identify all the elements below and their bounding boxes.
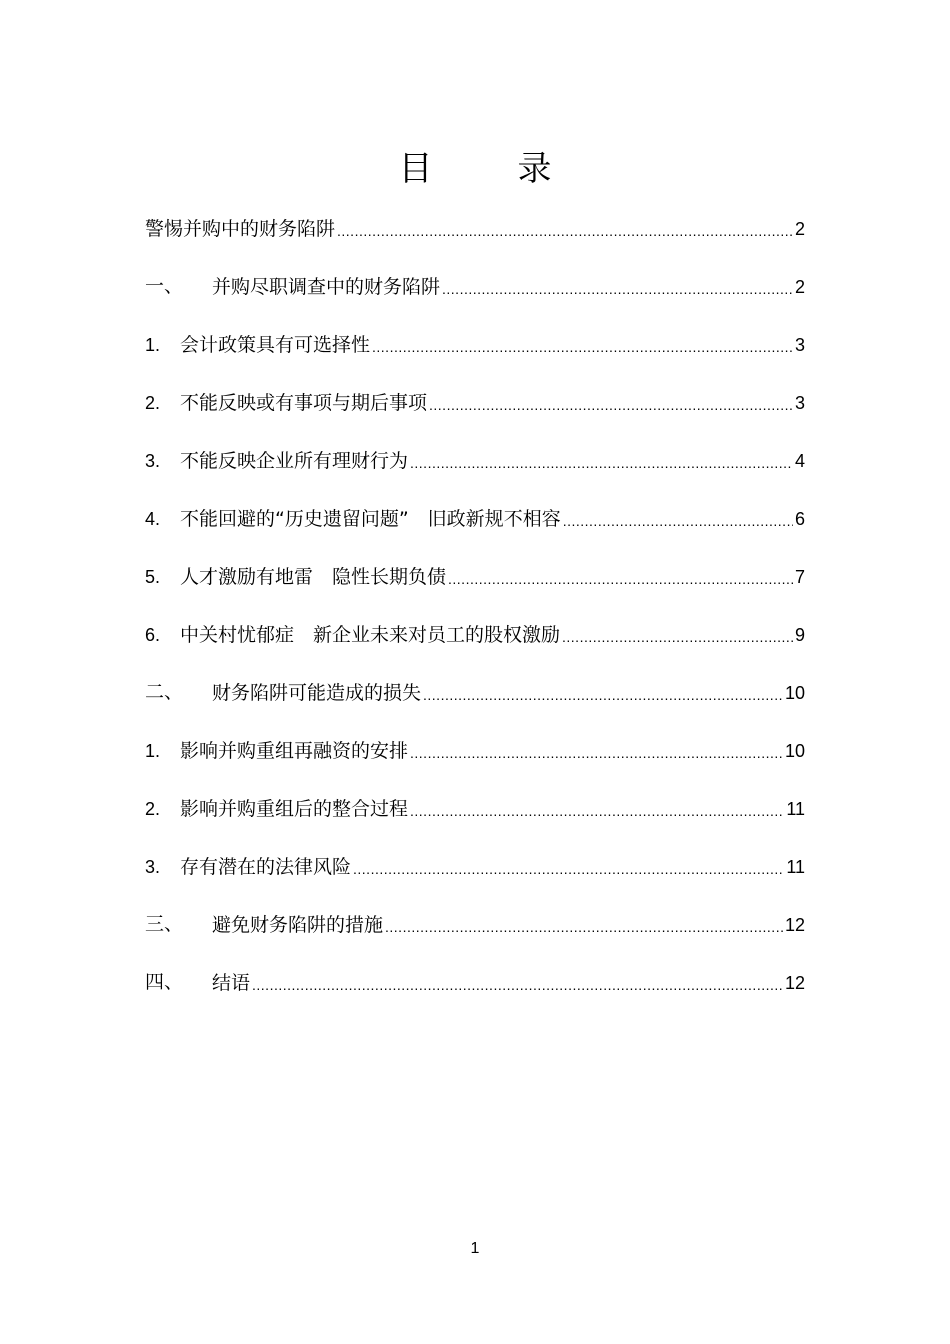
toc-entry-page: 10 xyxy=(784,683,805,703)
toc-entry-page: 7 xyxy=(794,567,805,587)
toc-entry-number: 1. xyxy=(145,335,161,355)
toc-entry[interactable] xyxy=(145,258,805,316)
toc-dot-leader xyxy=(252,956,783,1014)
toc-entry-text: 中关村忧郁症 新企业未来对员工的股权激励 xyxy=(180,624,561,646)
toc-entry[interactable] xyxy=(145,896,805,954)
toc-title-char-1: 目 xyxy=(398,148,433,189)
toc-entry-number: 一、 xyxy=(145,276,184,297)
toc-entry[interactable] xyxy=(145,432,805,490)
toc-dot-leader xyxy=(410,434,793,492)
toc-entry-page: 12 xyxy=(784,973,805,993)
toc-entry-text: 影响并购重组后的整合过程 xyxy=(180,798,409,820)
toc-entry-text: 存有潜在的法律风险 xyxy=(180,856,352,878)
toc-title-char-2: 录 xyxy=(517,148,552,189)
toc-entry-text: 会计政策具有可选择性 xyxy=(180,334,371,356)
toc-entry-page: 2 xyxy=(794,219,805,239)
toc-title xyxy=(0,140,950,190)
toc-dot-leader xyxy=(423,666,783,724)
toc-entry-number: 1. xyxy=(145,741,161,761)
toc-entry-number: 四、 xyxy=(145,972,184,993)
toc-entry-number: 5. xyxy=(145,567,161,587)
toc-dot-leader xyxy=(410,782,784,840)
toc-entry[interactable] xyxy=(145,316,805,374)
toc-dot-leader xyxy=(448,550,793,608)
toc-dot-leader xyxy=(410,724,783,782)
toc-entry-number: 二、 xyxy=(145,682,184,703)
toc-entry-number: 3. xyxy=(145,857,161,877)
toc-entry-text: 影响并购重组再融资的安排 xyxy=(180,740,409,762)
toc-entry-text: 财务陷阱可能造成的损失 xyxy=(212,682,422,704)
toc-entry-text: 人才激励有地雷 隐性长期负债 xyxy=(180,566,447,588)
toc-entry[interactable] xyxy=(145,780,805,838)
toc-dot-leader xyxy=(372,318,793,376)
toc-entry[interactable] xyxy=(145,548,805,606)
toc-entry-page: 11 xyxy=(786,857,805,877)
page-number: 1 xyxy=(470,1240,480,1257)
toc-entry-number: 2. xyxy=(145,799,161,819)
toc-dot-leader xyxy=(429,376,793,434)
toc-entry-text: 不能反映企业所有理财行为 xyxy=(180,450,409,472)
toc-entry[interactable] xyxy=(145,954,805,1012)
toc-entry-text: 避免财务陷阱的措施 xyxy=(212,914,384,936)
toc-entry-page: 12 xyxy=(784,915,805,935)
toc-dot-leader xyxy=(563,492,793,550)
toc-entry-page: 4 xyxy=(794,451,805,471)
toc-dot-leader xyxy=(562,608,793,666)
toc-entry-page: 11 xyxy=(786,799,805,819)
toc-entry-number: 2. xyxy=(145,393,161,413)
toc-dot-leader xyxy=(353,840,784,898)
toc-dot-leader xyxy=(385,898,783,956)
toc-entry-page: 9 xyxy=(794,625,805,645)
toc-entry-page: 6 xyxy=(794,509,805,529)
toc-entry[interactable] xyxy=(145,722,805,780)
toc-entry-page: 3 xyxy=(794,335,805,355)
toc-list xyxy=(145,200,805,1012)
toc-entry-text: 不能回避的“历史遗留问题” 旧政新规不相容 xyxy=(180,508,561,530)
toc-entry[interactable] xyxy=(145,838,805,896)
toc-entry[interactable] xyxy=(145,664,805,722)
toc-entry-number: 6. xyxy=(145,625,161,645)
toc-entry[interactable] xyxy=(145,200,805,258)
toc-entry-text: 结语 xyxy=(212,972,251,994)
toc-entry-page: 3 xyxy=(794,393,805,413)
toc-entry-page: 2 xyxy=(794,277,805,297)
toc-dot-leader xyxy=(442,260,793,318)
toc-entry-text: 并购尽职调查中的财务陷阱 xyxy=(212,276,441,298)
toc-entry-number: 三、 xyxy=(145,914,184,935)
toc-entry[interactable] xyxy=(145,606,805,664)
toc-entry-number: 4. xyxy=(145,509,161,529)
toc-entry-page: 10 xyxy=(784,741,805,761)
toc-entry-number: 3. xyxy=(145,451,161,471)
toc-entry[interactable] xyxy=(145,374,805,432)
toc-entry-text: 警惕并购中的财务陷阱 xyxy=(145,218,336,240)
toc-entry[interactable] xyxy=(145,490,805,548)
toc-dot-leader xyxy=(337,202,793,260)
toc-entry-text: 不能反映或有事项与期后事项 xyxy=(180,392,428,414)
